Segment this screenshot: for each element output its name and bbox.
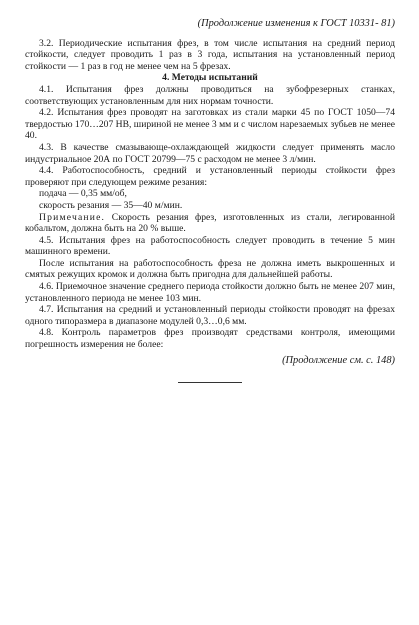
footer-divider xyxy=(178,382,242,383)
paragraph-4-8: 4.8. Контроль параметров фрез производят средствами контроля, имеющими погрешность измерения не более: xyxy=(25,327,395,351)
paragraph-4-6: 4.6. Приемочное значение среднего периода стойкости должно быть не менее 207 мин, установленного периода не менее 103 мин. xyxy=(25,281,395,304)
paragraph-4-4: 4.4. Работоспособность, средний и установленный периоды стойкости фрез проверяют при следующем режиме резания: xyxy=(25,165,395,188)
cutting-mode-feed: подача — 0,35 мм/об, xyxy=(39,188,127,200)
paragraph-3-2: 3.2. Периодические испытания фрез, в том числе испытания на средний период стойкости, следует проводить 1 раз в 3 года, испытания на установленный период стойкости — 1 раз в год не менее чем на 5 фрезах. xyxy=(25,37,395,72)
paragraph-4-7: 4.7. Испытания на средний и установленный периоды стойкости проводят на фрезах одного типоразмера в диапазоне модулей 0,3…0,6 мм. xyxy=(25,304,395,327)
note-paragraph xyxy=(25,212,395,235)
paragraph-4-2: 4.2. Испытания фрез проводят на заготовках из стали марки 45 по ГОСТ 1050—74 твердостью 170…207 HB, шириной не менее 3 мм и с числом нарезаемых зубьев не менее 40. xyxy=(25,107,395,142)
cutting-mode-speed: скорость резания — 35—40 м/мин. xyxy=(39,199,183,211)
note-text: Скорость резания фрез, изготовленных из стали, легированной кобальтом, должна быть на 20 % выше. xyxy=(25,211,395,235)
note-label: Примечание. xyxy=(39,211,106,223)
page-header: (Продолжение изменения к ГОСТ 10331- 81) xyxy=(197,18,395,29)
paragraph-after-4-5: После испытания на работоспособность фреза не должна иметь выкрошенных и смятых режущих кромок и должна быть пригодна для дальнейшей работы. xyxy=(25,257,395,281)
section-4-title: 4. Методы испытаний xyxy=(162,72,258,84)
continuation-note: (Продолжение см. с. 148) xyxy=(282,354,395,366)
paragraph-4-1: 4.1. Испытания фрез должны проводиться на зубофрезерных станках, соответствующих установленным для них нормам точности. xyxy=(25,83,395,107)
paragraph-4-5: 4.5. Испытания фрез на работоспособность следует проводить в течение 5 мин машинного времени. xyxy=(25,234,395,258)
document-page xyxy=(25,18,395,383)
paragraph-4-3: 4.3. В качестве смазывающе-охлаждающей жидкости следует применять масло индустриальное 20А по ГОСТ 20799—75 с расходом не менее 3 л/мин. xyxy=(25,141,395,165)
